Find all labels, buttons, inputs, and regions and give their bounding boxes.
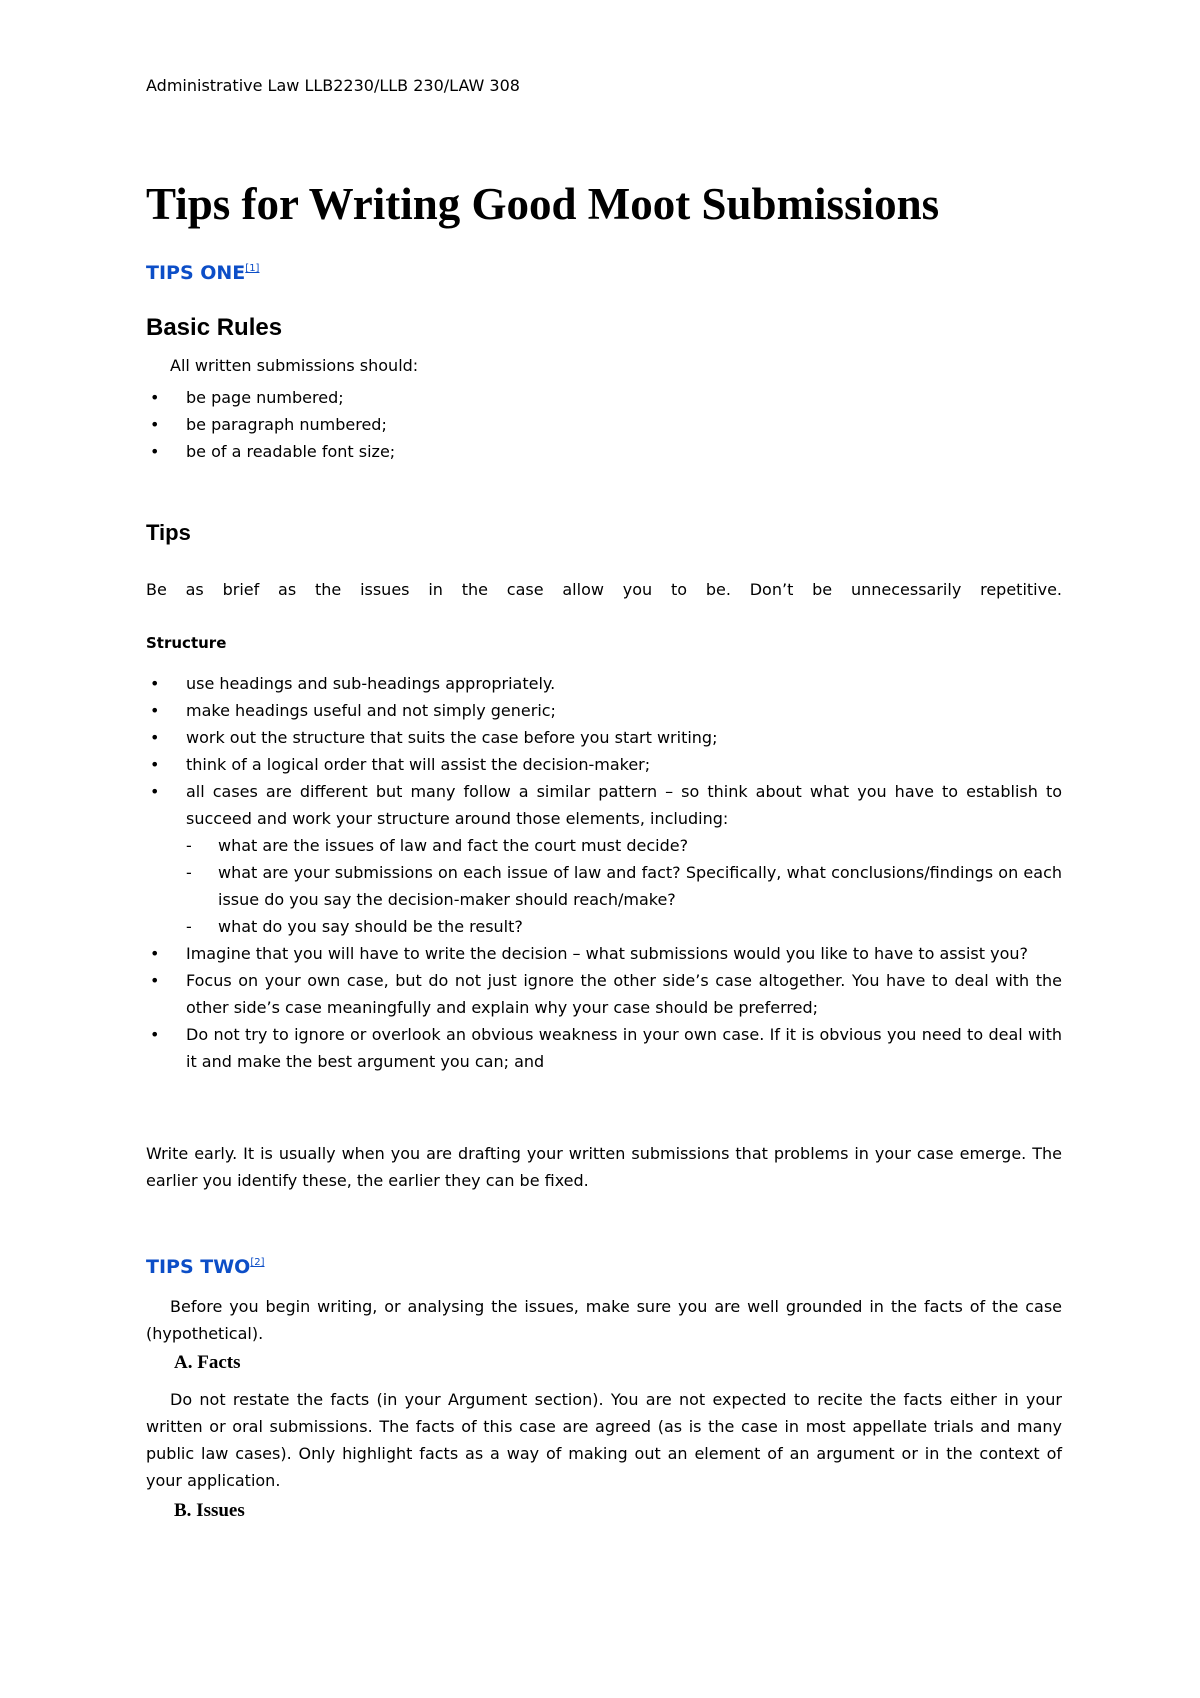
brevity-paragraph: Be as brief as the issues in the case allow you to be. Don’t be unnecessarily repetitive.: [146, 580, 1062, 599]
dash-marker: -: [186, 917, 192, 936]
list-item: [146, 751, 1062, 778]
bullet-icon: •: [150, 728, 160, 747]
footnote-link-1[interactable]: [1]: [245, 263, 260, 274]
bullet-icon: •: [150, 755, 160, 774]
dash-marker: -: [186, 863, 192, 882]
bullet-icon: •: [150, 782, 160, 801]
bullet-icon: •: [150, 415, 160, 434]
list-item: [146, 697, 1062, 724]
sublist-item: [146, 832, 1062, 859]
tips-two-heading: [146, 1256, 265, 1278]
structure-item-text: Imagine that you will have to write the decision – what submissions would you like to have to assist you?: [186, 944, 1028, 963]
bullet-icon: •: [150, 1025, 160, 1044]
sublist-item-text: what are your submissions on each issue of law and fact? Specifically, what conclusions/findings on each issue do you say the decision-maker should reach/make?: [218, 863, 1062, 909]
list-item: [146, 940, 1062, 967]
list-item: [146, 438, 1062, 465]
tips-one-heading-text: TIPS ONE: [146, 262, 246, 284]
sublist-item-text: what do you say should be the result?: [218, 917, 523, 936]
structure-item-text: use headings and sub-headings appropriately.: [186, 674, 556, 693]
structure-heading: Structure: [146, 634, 227, 652]
bullet-icon: •: [150, 971, 160, 990]
structure-item-text: all cases are different but many follow a similar pattern – so think about what you have to establish to succeed and work your structure around those elements, including:: [186, 782, 1062, 828]
structure-list: [146, 670, 1062, 832]
structure-item-text: work out the structure that suits the case before you start writing;: [186, 728, 718, 747]
list-item: [146, 778, 1062, 832]
basic-rule-text: be of a readable font size;: [186, 442, 396, 461]
list-item: [146, 724, 1062, 751]
running-header: Administrative Law LLB2230/LLB 230/LAW 308: [146, 76, 520, 95]
facts-paragraph: Do not restate the facts (in your Argument section). You are not expected to recite the facts either in your written or oral submissions. The facts of this case are agreed (as is the case in most appellate trials and many public law cases). Only highlight facts as a way of making out an element of an argument or in the context of your application.: [146, 1390, 1062, 1490]
issues-heading: B. Issues: [174, 1500, 245, 1521]
basic-rule-text: be page numbered;: [186, 388, 344, 407]
sublist-item: [146, 859, 1062, 913]
structure-item-text: make headings useful and not simply generic;: [186, 701, 556, 720]
structure-sublist: [146, 832, 1062, 940]
bullet-icon: •: [150, 701, 160, 720]
sublist-item: [146, 913, 1062, 940]
list-item: [146, 670, 1062, 697]
tips-two-heading-text: TIPS TWO: [146, 1256, 251, 1278]
tips-heading: Tips: [146, 520, 191, 545]
basic-rule-text: be paragraph numbered;: [186, 415, 387, 434]
tips-one-heading: [146, 262, 259, 284]
structure-item-text: Do not try to ignore or overlook an obvious weakness in your own case. If it is obvious you need to deal with it and make the best argument you can; and: [186, 1025, 1062, 1071]
bullet-icon: •: [150, 442, 160, 461]
facts-heading: A. Facts: [174, 1352, 241, 1373]
basic-rules-heading: Basic Rules: [146, 314, 283, 341]
basic-rules-intro: All written submissions should:: [170, 356, 419, 375]
document-title: Tips for Writing Good Moot Submissions: [146, 179, 940, 229]
list-item: [146, 967, 1062, 1021]
list-item: [146, 411, 1062, 438]
bullet-icon: •: [150, 944, 160, 963]
structure-list-continued: [146, 940, 1062, 1075]
bullet-icon: •: [150, 674, 160, 693]
basic-rules-list: [146, 384, 1062, 465]
list-item: [146, 384, 1062, 411]
write-early-paragraph: Write early. It is usually when you are drafting your written submissions that problems in your case emerge. The earlier you identify these, the earlier they can be fixed.: [146, 1144, 1062, 1190]
structure-item-text: think of a logical order that will assist the decision-maker;: [186, 755, 651, 774]
footnote-link-2[interactable]: [2]: [250, 1257, 265, 1268]
dash-marker: -: [186, 836, 192, 855]
bullet-icon: •: [150, 388, 160, 407]
tips-two-intro: Before you begin writing, or analysing the issues, make sure you are well grounded in the facts of the case (hypothetical).: [146, 1297, 1062, 1343]
structure-item-text: Focus on your own case, but do not just ignore the other side’s case altogether. You have to deal with the other side’s case meaningfully and explain why your case should be preferred;: [186, 971, 1062, 1017]
sublist-item-text: what are the issues of law and fact the court must decide?: [218, 836, 689, 855]
list-item: [146, 1021, 1062, 1075]
